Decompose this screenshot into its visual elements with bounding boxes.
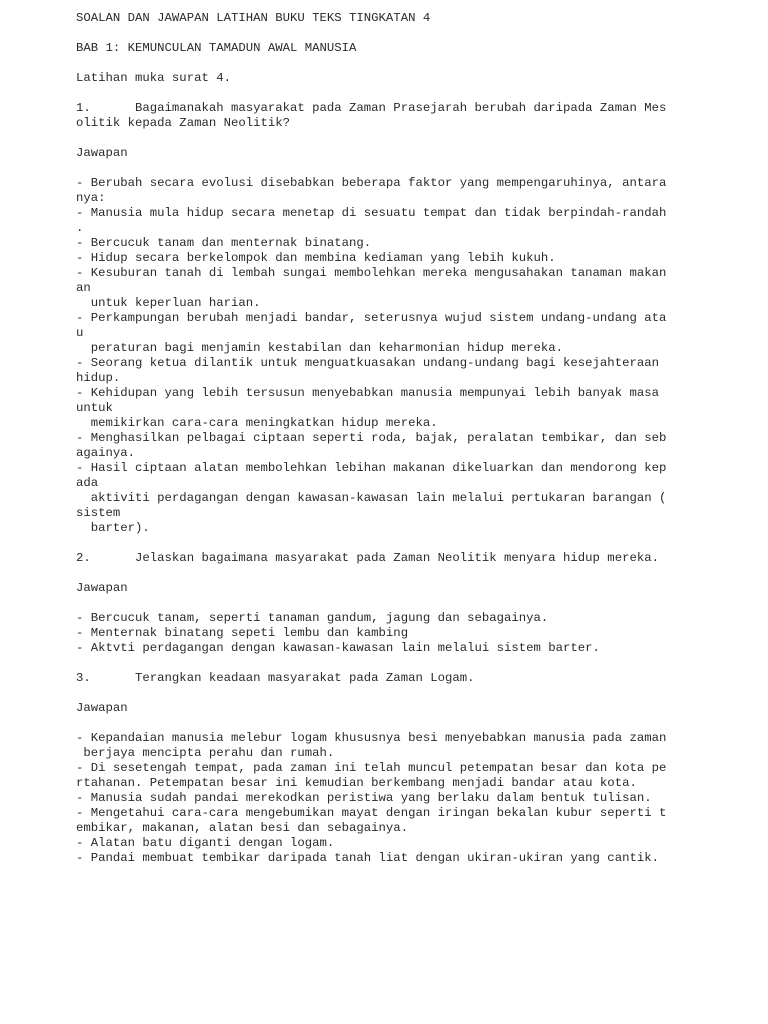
question-list <box>76 101 756 866</box>
answer-line: untuk <box>76 401 113 415</box>
answer-line: - Hidup secara berkelompok dan membina kediaman yang lebih kukuh. <box>76 251 556 265</box>
answer-line: rtahanan. Petempatan besar ini kemudian berkembang menjadi bandar atau kota. <box>76 776 637 790</box>
chapter-heading: BAB 1: KEMUNCULAN TAMADUN AWAL MANUSIA <box>76 41 357 55</box>
answer-line: aktiviti perdagangan dengan kawasan-kawasan lain melalui pertukaran barangan ( <box>76 491 667 505</box>
question-text: 2. Jelaskan bagaimana masyarakat pada Zaman Neolitik menyara hidup mereka. <box>76 551 659 565</box>
answer-line: - Alatan batu diganti dengan logam. <box>76 836 335 850</box>
answer-line: peraturan bagi menjamin kestabilan dan keharmonian hidup mereka. <box>76 341 564 355</box>
answer-line: - Perkampungan berubah menjadi bandar, seterusnya wujud sistem undang-undang ata <box>76 311 667 325</box>
answer-line: - Manusia mula hidup secara menetap di sesuatu tempat dan tidak berpindah-randah <box>76 206 667 220</box>
answer-line: - Berubah secara evolusi disebabkan beberapa faktor yang mempengaruhinya, antara <box>76 176 667 190</box>
answer-line: memikirkan cara-cara meningkatkan hidup mereka. <box>76 416 438 430</box>
spacer <box>76 566 756 581</box>
document-title: SOALAN DAN JAWAPAN LATIHAN BUKU TEKS TINGKATAN 4 <box>76 11 431 25</box>
answer-line: - Bercucuk tanam dan menternak binatang. <box>76 236 372 250</box>
answer-line: - Bercucuk tanam, seperti tanaman gandum, jagung dan sebagainya. <box>76 611 549 625</box>
answer-line: - Menternak binatang sepeti lembu dan kambing <box>76 626 409 640</box>
answer-line: - Di sesetengah tempat, pada zaman ini telah muncul petempatan besar dan kota pe <box>76 761 667 775</box>
answer-line: - Mengetahui cara-cara mengebumikan mayat dengan iringan bekalan kubur seperti t <box>76 806 667 820</box>
answer-line: hidup. <box>76 371 121 385</box>
answer-line: - Kehidupan yang lebih tersusun menyebabkan manusia mempunyai lebih banyak masa <box>76 386 659 400</box>
answer-line: an <box>76 281 91 295</box>
spacer <box>76 161 756 176</box>
answer-line: . <box>76 221 84 235</box>
answer-line: - Kesuburan tanah di lembah sungai membolehkan mereka mengusahakan tanaman makan <box>76 266 667 280</box>
spacer <box>76 656 756 671</box>
exercise-label: Latihan muka surat 4. <box>76 71 231 85</box>
answer-label: Jawapan <box>76 581 128 595</box>
spacer <box>76 56 756 71</box>
document-page <box>76 11 756 866</box>
answer-line: ada <box>76 476 99 490</box>
answer-line: - Hasil ciptaan alatan membolehkan lebihan makanan dikeluarkan dan mendorong kep <box>76 461 667 475</box>
answer-line: barter). <box>76 521 150 535</box>
spacer <box>76 131 756 146</box>
spacer <box>76 716 756 731</box>
answer-label: Jawapan <box>76 146 128 160</box>
question-text: 1. Bagaimanakah masyarakat pada Zaman Prasejarah berubah daripada Zaman Mes <box>76 101 667 115</box>
question-section-1 <box>76 101 756 551</box>
question-section-3 <box>76 671 756 866</box>
answer-line: - Kepandaian manusia melebur logam khususnya besi menyebabkan manusia pada zaman <box>76 731 667 745</box>
answer-line: - Seorang ketua dilantik untuk menguatkuasakan undang-undang bagi kesejahteraan <box>76 356 659 370</box>
answer-line: berjaya mencipta perahu dan rumah. <box>76 746 335 760</box>
answer-line: - Aktvti perdagangan dengan kawasan-kawasan lain melalui sistem barter. <box>76 641 600 655</box>
question-text: olitik kepada Zaman Neolitik? <box>76 116 291 130</box>
answer-line: - Pandai membuat tembikar daripada tanah liat dengan ukiran-ukiran yang cantik. <box>76 851 659 865</box>
answer-line: nya: <box>76 191 106 205</box>
answer-line: u <box>76 326 84 340</box>
answer-line: againya. <box>76 446 136 460</box>
answer-label: Jawapan <box>76 701 128 715</box>
answer-line: - Menghasilkan pelbagai ciptaan seperti roda, bajak, peralatan tembikar, dan seb <box>76 431 667 445</box>
spacer <box>76 596 756 611</box>
spacer <box>76 686 756 701</box>
answer-line: sistem <box>76 506 121 520</box>
answer-line: embikar, makanan, alatan besi dan sebagainya. <box>76 821 409 835</box>
answer-line: untuk keperluan harian. <box>76 296 261 310</box>
question-section-2 <box>76 551 756 671</box>
question-text: 3. Terangkan keadaan masyarakat pada Zaman Logam. <box>76 671 475 685</box>
spacer <box>76 536 756 551</box>
spacer <box>76 86 756 101</box>
answer-line: - Manusia sudah pandai merekodkan peristiwa yang berlaku dalam bentuk tulisan. <box>76 791 652 805</box>
spacer <box>76 26 756 41</box>
